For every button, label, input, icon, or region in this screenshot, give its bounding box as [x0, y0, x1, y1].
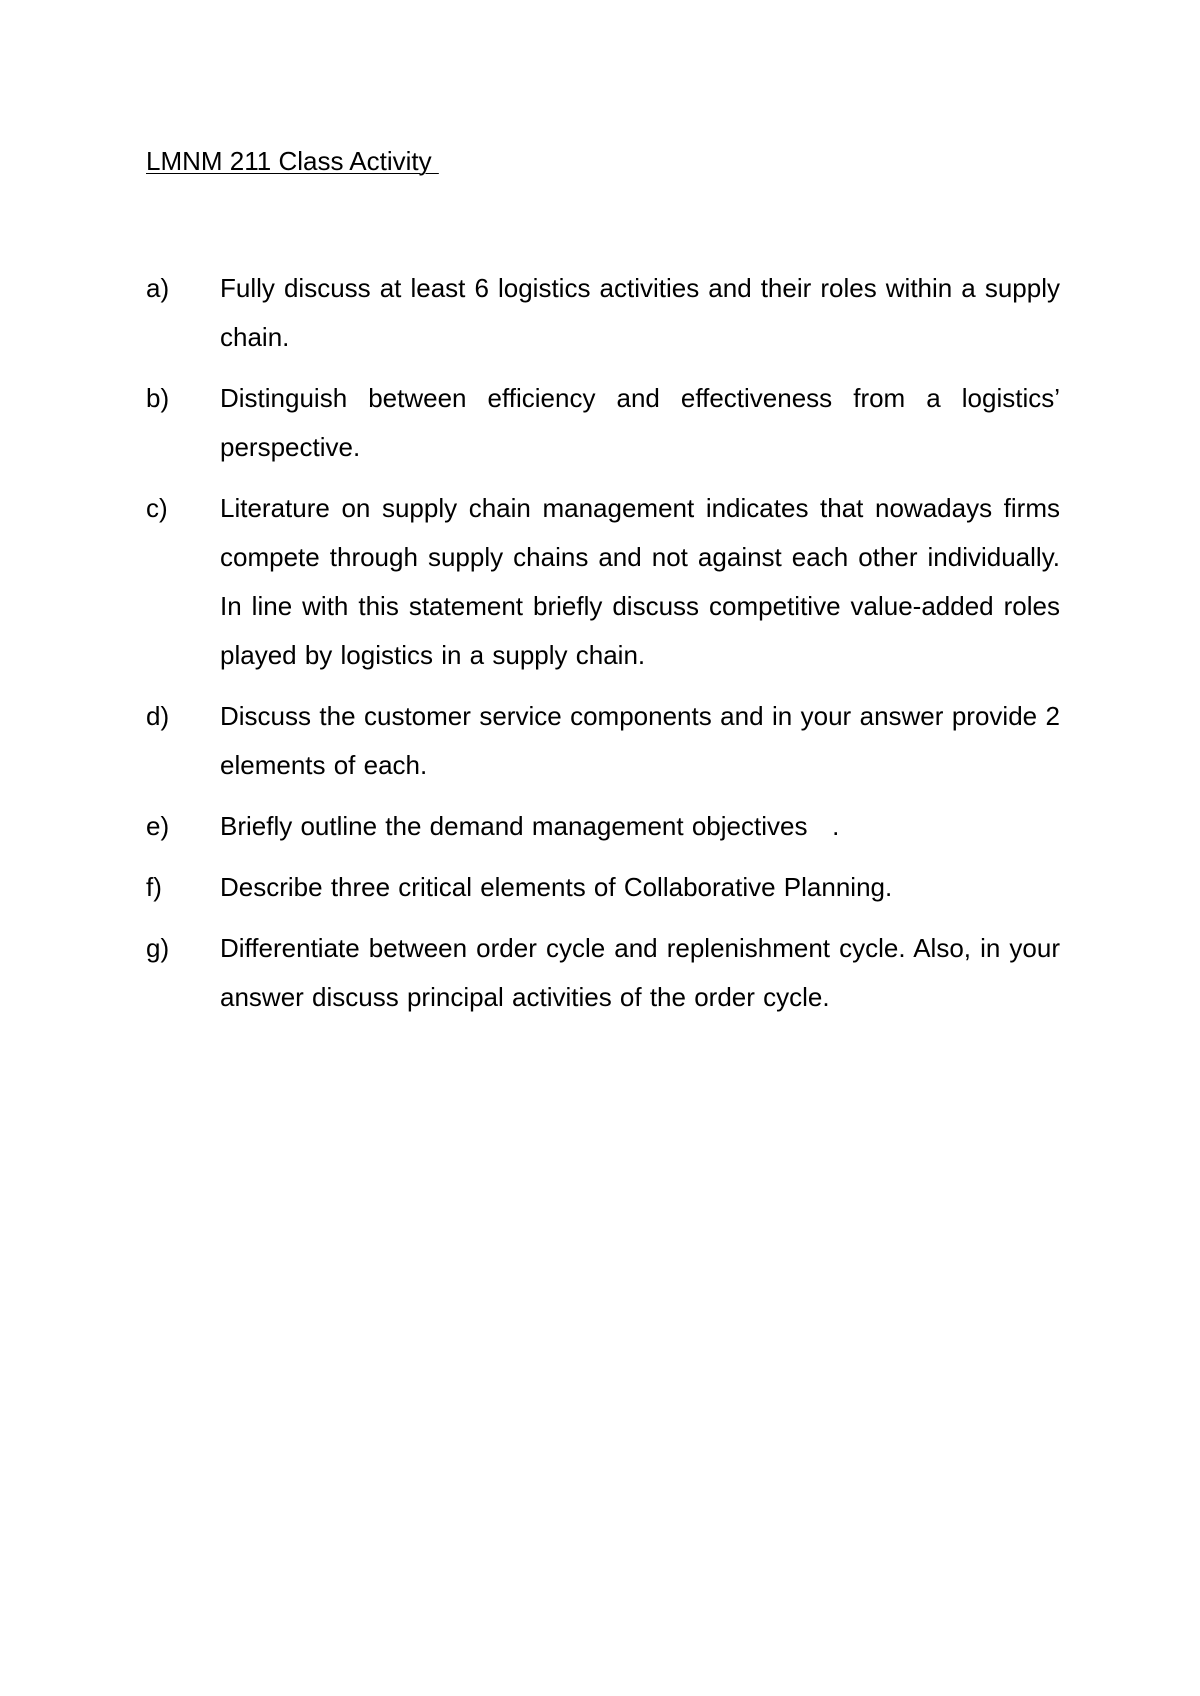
question-d — [146, 692, 1060, 790]
question-text: Distinguish between efficiency and effectiveness from a logistics’ perspective. — [220, 383, 1060, 462]
question-list — [146, 264, 1060, 1034]
question-marker: g) — [146, 933, 170, 963]
question-b — [146, 374, 1060, 472]
question-e — [146, 802, 1060, 851]
question-a — [146, 264, 1060, 362]
question-marker: d) — [146, 701, 170, 731]
question-text: Describe three critical elements of Collaborative Planning. — [220, 872, 893, 902]
question-marker: f) — [146, 872, 162, 902]
question-marker: e) — [146, 811, 170, 841]
question-marker: c) — [146, 493, 168, 523]
question-text: Discuss the customer service components and in your answer provide 2 elements of each. — [220, 701, 1060, 780]
question-g — [146, 924, 1060, 1022]
question-text: Briefly outline the demand management objectives . — [220, 811, 840, 841]
question-marker: a) — [146, 273, 170, 303]
question-c — [146, 484, 1060, 680]
question-text: Literature on supply chain management indicates that nowadays firms compete through supply chains and not against each other individually. In line with this statement briefly discuss competitive value-added roles played by logistics in a supply chain. — [220, 493, 1060, 670]
question-text: Fully discuss at least 6 logistics activities and their roles within a supply chain. — [220, 273, 1060, 352]
question-marker: b) — [146, 383, 170, 413]
document-title: LMNM 211 Class Activity — [146, 146, 439, 176]
question-f — [146, 863, 1060, 912]
question-text: Differentiate between order cycle and replenishment cycle. Also, in your answer discuss principal activities of the order cycle. — [220, 933, 1060, 1012]
